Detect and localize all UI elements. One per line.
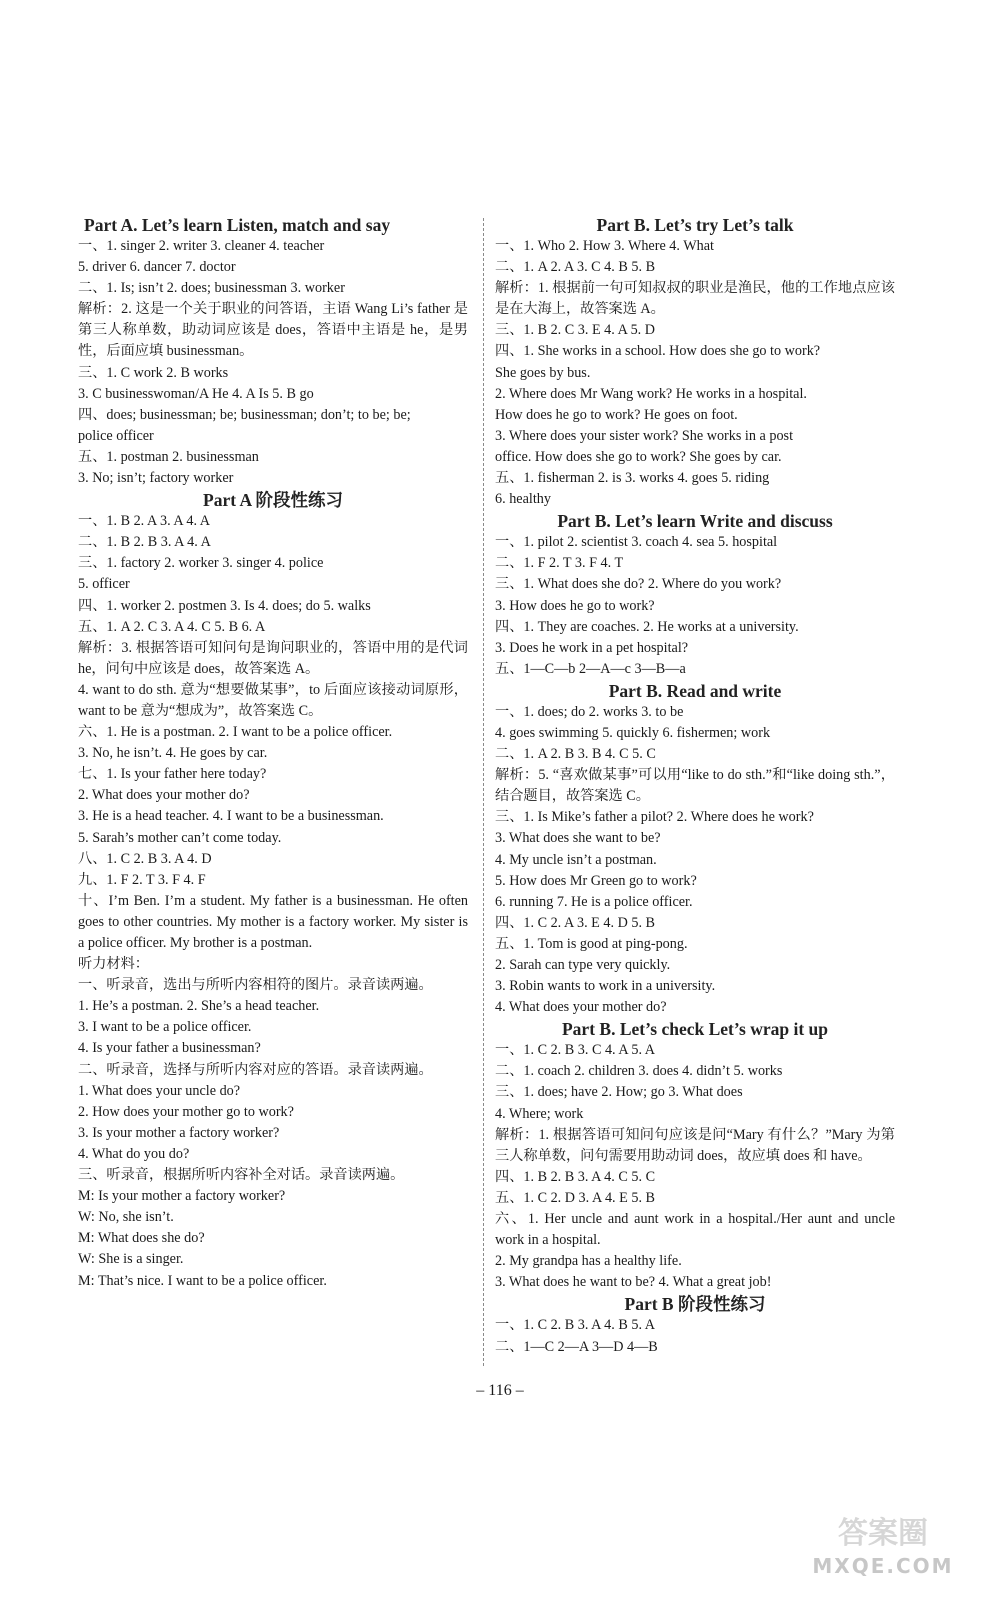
watermark-logo — [794, 1516, 972, 1578]
answer-line: 六、1. He is a postman. 2. I want to be a police officer. — [78, 724, 393, 741]
answer-line: 五、1. postman 2. businessman — [78, 448, 259, 465]
answer-line: 三、1. factory 2. worker 3. singer 4. police — [78, 555, 324, 572]
answer-line: 三、1. does; have 2. How; go 3. What does — [495, 1084, 743, 1101]
answer-line: M: Is your mother a factory worker? — [78, 1188, 286, 1205]
answer-line: 2. What does your mother do? — [78, 787, 250, 804]
answer-line: 九、1. F 2. T 3. F 4. F — [78, 871, 206, 888]
answer-line: 五、1. Tom is good at ping-pong. — [495, 935, 688, 952]
answer-column-right — [495, 214, 895, 1358]
answer-line: 三、1. B 2. C 3. E 4. A 5. D — [495, 322, 656, 339]
answer-line: 3. C businesswoman/A He 4. A Is 5. B go — [78, 385, 314, 402]
answer-line: 二、1. B 2. B 3. A 4. A — [78, 534, 211, 551]
answer-line: 一、1. singer 2. writer 3. cleaner 4. teacher — [78, 238, 325, 254]
answer-paragraph: 解析：5. “喜欢做某事”可以用“like to do sth.”和“like doing sth.”，结合题目，故答案选 C。 — [495, 767, 895, 805]
answer-line: 三、1. C work 2. B works — [78, 364, 229, 381]
answer-line: She goes by bus. — [495, 364, 591, 381]
answer-line: 4. goes swimming 5. quickly 6. fishermen; work — [495, 724, 771, 741]
answer-line: 1. What does your uncle do? — [78, 1082, 241, 1099]
answer-line: W: No, she isn’t. — [78, 1209, 174, 1226]
answer-line: 四、1. B 2. B 3. A 4. C 5. C — [495, 1168, 656, 1185]
section-heading: Part A. Let’s learn Listen, match and say — [84, 215, 391, 235]
answer-line: 一、1. C 2. B 3. C 4. A 5. A — [495, 1042, 656, 1059]
answer-line: 2. How does your mother go to work? — [78, 1103, 294, 1120]
answer-paragraph: 解析：1. 根据答语可知问句应该是问“Mary 有什么？”Mary 为第三人称单数，问句需要用助动词 does，故应填 does 和 have。 — [495, 1126, 895, 1164]
answer-line: 1. He’s a postman. 2. She’s a head teacher. — [78, 998, 320, 1015]
answer-line: 一、1. Who 2. How 3. Where 4. What — [495, 238, 714, 254]
answer-line: W: She is a singer. — [78, 1251, 184, 1268]
section-heading: Part B. Let’s learn Write and discuss — [557, 511, 833, 532]
answer-paragraph: 六、1. Her uncle and aunt work in a hospital./Her aunt and uncle work in a hospital. — [495, 1211, 895, 1249]
answer-line: 6. running 7. He is a police officer. — [495, 893, 693, 910]
answer-line: 二、1—C 2—A 3—D 4—B — [495, 1338, 658, 1355]
answer-line: 四、1. She works in a school. How does she go to work? — [495, 343, 821, 360]
answer-line: 三、1. Is Mike’s father a pilot? 2. Where does he work? — [495, 809, 814, 826]
answer-line: 6. healthy — [495, 491, 551, 508]
answer-line: 八、1. C 2. B 3. A 4. D — [78, 850, 212, 867]
answer-line: M: What does she do? — [78, 1230, 205, 1247]
answer-line: 2. Where does Mr Wang work? He works in a hospital. — [495, 385, 807, 402]
answer-line: 四、1. C 2. A 3. E 4. D 5. B — [495, 914, 656, 931]
answer-line: 一、1. B 2. A 3. A 4. A — [78, 513, 211, 530]
answer-line: How does he go to work? He goes on foot. — [495, 406, 738, 423]
answer-paragraph: 4. want to do sth. 意为“想要做某事”，to 后面应该接动词原形，want to be 意为“想成为”，故答案选 C。 — [78, 681, 468, 719]
answer-line: 四、does; businessman; be; businessman; don’t; to be; be; — [78, 406, 411, 423]
answer-line: 4. What does your mother do? — [495, 999, 667, 1016]
answer-line: 一、1. C 2. B 3. A 4. B 5. A — [495, 1317, 656, 1334]
answer-line: 三、听录音，根据所听内容补全对话。录音读两遍。 — [78, 1167, 405, 1184]
answer-line: 4. Where; work — [495, 1105, 584, 1122]
answer-line: 2. Sarah can type very quickly. — [495, 957, 671, 973]
answer-line: 五、1—C—b 2—A—c 3—B—a — [495, 660, 686, 677]
answer-line: 二、听录音，选择与所听内容对应的答语。录音读两遍。 — [78, 1061, 433, 1078]
answer-line: 3. Is your mother a factory worker? — [78, 1124, 280, 1141]
answer-line: 七、1. Is your father here today? — [78, 766, 267, 783]
answer-line: 3. How does he go to work? — [495, 597, 655, 614]
answer-line: 三、1. What does she do? 2. Where do you work? — [495, 576, 782, 593]
answer-line: 四、1. They are coaches. 2. He works at a university. — [495, 618, 799, 635]
column-divider — [483, 218, 484, 1366]
answer-line: 4. My uncle isn’t a postman. — [495, 851, 657, 868]
page-number: – 116 – — [476, 1382, 524, 1399]
answer-line: 二、1. A 2. A 3. C 4. B 5. B — [495, 259, 656, 276]
answer-line: 五、1. fisherman 2. is 3. works 4. goes 5. riding — [495, 470, 770, 487]
section-heading: Part B. Let’s check Let’s wrap it up — [561, 1019, 829, 1040]
answer-line: 2. My grandpa has a healthy life. — [495, 1253, 682, 1270]
answer-line: 二、1. coach 2. children 3. does 4. didn’t 5. works — [495, 1063, 783, 1080]
answer-line: 听力材料： — [78, 956, 149, 973]
answer-line: 4. What do you do? — [78, 1145, 190, 1162]
answer-line: 3. No, he isn’t. 4. He goes by car. — [78, 745, 268, 762]
answer-line: 五、1. A 2. C 3. A 4. C 5. B 6. A — [78, 618, 266, 635]
watermark-url: MXQE.COM — [812, 1554, 954, 1578]
answer-line: 3. No; isn’t; factory worker — [78, 470, 234, 487]
answer-line: 四、1. worker 2. postmen 3. Is 4. does; do 5. walks — [78, 597, 371, 614]
answer-line: 3. Where does your sister work? She works in a post — [495, 427, 794, 444]
answer-line: 3. Robin wants to work in a university. — [495, 978, 716, 995]
answer-line: 5. driver 6. dancer 7. doctor — [78, 259, 236, 276]
answer-line: 3. What does he want to be? 4. What a great job! — [495, 1274, 772, 1291]
answer-paragraph: 十、I’m Ben. I’m a student. My father is a businessman. He often goes to other countries. My mother is a factory worker. My sister is a police officer. My brother is a postman. — [78, 892, 468, 951]
answer-line: 一、1. pilot 2. scientist 3. coach 4. sea 5. hospital — [495, 534, 778, 551]
answer-line: 一、听录音，选出与所听内容相符的图片。录音读两遍。 — [78, 977, 433, 994]
answer-line: 5. Sarah’s mother can’t come today. — [78, 829, 282, 846]
answer-line: 二、1. F 2. T 3. F 4. T — [495, 555, 624, 572]
answer-column-left — [78, 214, 468, 1292]
answer-line: 5. How does Mr Green go to work? — [495, 872, 697, 889]
answer-line: police officer — [78, 427, 154, 444]
answer-line: 3. I want to be a police officer. — [78, 1019, 252, 1036]
answer-line: 一、1. does; do 2. works 3. to be — [495, 703, 684, 720]
section-heading: Part B. Read and write — [608, 680, 782, 701]
answer-line: 二、1. A 2. B 3. B 4. C 5. C — [495, 746, 656, 763]
answer-line: M: That’s nice. I want to be a police officer. — [78, 1272, 327, 1289]
answer-line: 3. He is a head teacher. 4. I want to be a businessman. — [78, 808, 384, 825]
answer-paragraph: 解析：1. 根据前一句可知叔叔的职业是渔民，他的工作地点应该是在大海上，故答案选 A。 — [495, 280, 895, 318]
answer-line: 5. officer — [78, 576, 130, 593]
section-heading: Part B 阶段性练习 — [624, 1294, 766, 1315]
answer-line: 3. What does she want to be? — [495, 830, 661, 847]
section-heading: Part A 阶段性练习 — [203, 490, 343, 511]
watermark-mark: 答案圈 — [838, 1516, 928, 1551]
answer-paragraph: 解析：3. 根据答语可知问句是询问职业的，答语中用的是代词 he，问句中应该是 does，故答案选 A。 — [78, 639, 468, 677]
answer-line: 五、1. C 2. D 3. A 4. E 5. B — [495, 1189, 656, 1206]
answer-line: 4. Is your father a businessman? — [78, 1040, 261, 1057]
answer-line: 二、1. Is; isn’t 2. does; businessman 3. worker — [78, 280, 345, 297]
answer-paragraph: 解析：2. 这是一个关于职业的问答语，主语 Wang Li’s father 是第三人称单数，助动词应该是 does，答语中主语是 he，是男性，后面应填 businessman。 — [78, 301, 468, 360]
answer-line: office. How does she go to work? She goes by car. — [495, 448, 782, 465]
answer-line: 3. Does he work in a pet hospital? — [495, 639, 689, 656]
section-heading: Part B. Let’s try Let’s talk — [596, 215, 794, 235]
